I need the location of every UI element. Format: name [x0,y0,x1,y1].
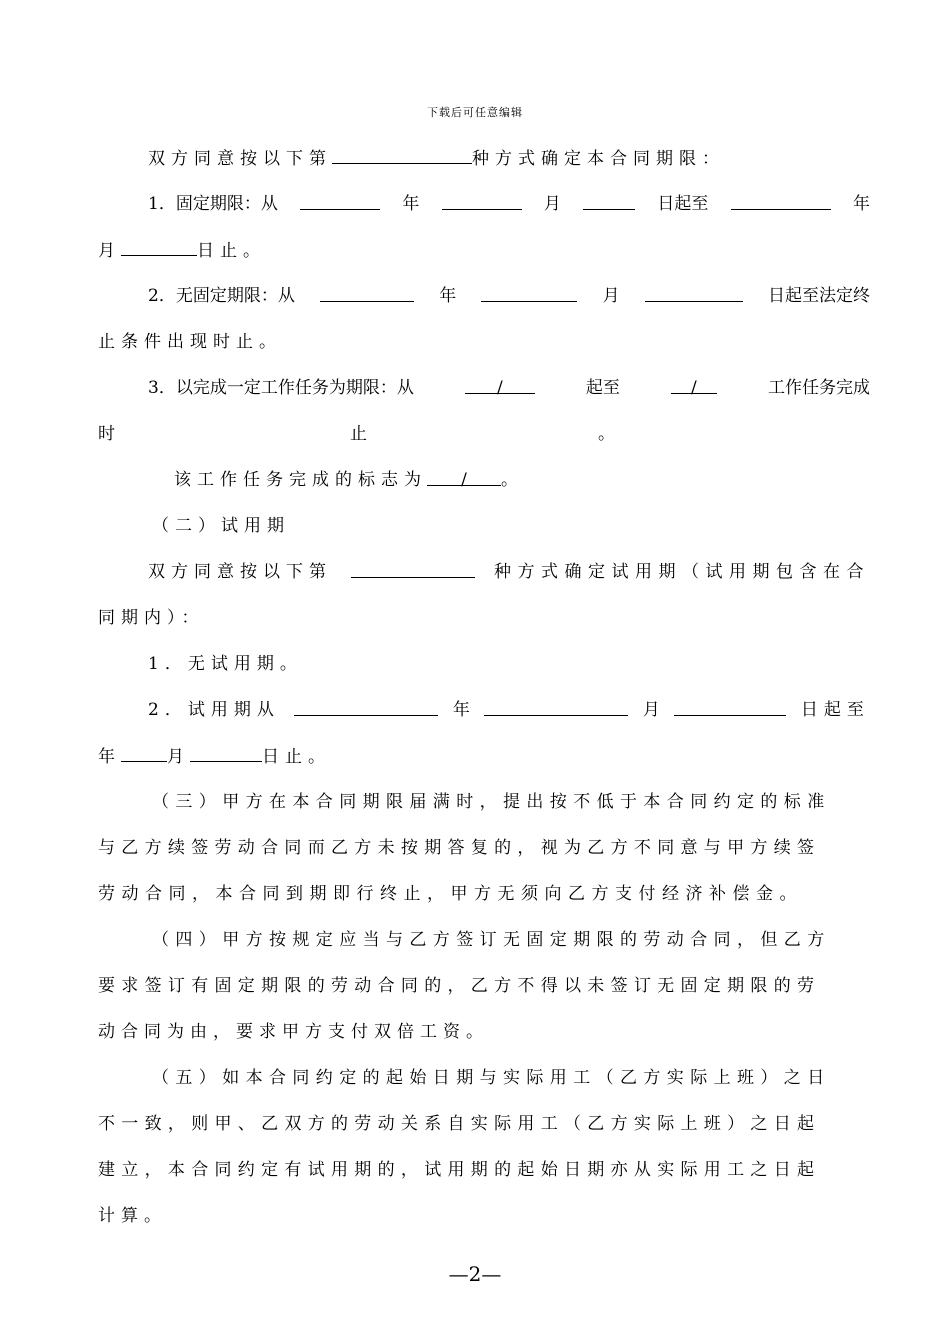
task-flag-line: 该工作任务完成的标志为 / 。 [174,465,870,495]
clause-3-line-2: 与乙方续签劳动合同而乙方未按期答复的，视为乙方不同意与甲方续签 [98,838,821,858]
term-method-blank [332,143,472,164]
probation-option-1: 1．无试用期。 [148,654,303,674]
open-start-day-blank [645,281,743,302]
probation-start-year-blank [294,695,438,716]
clause-5-line-1: （五）如本合同约定的起始日期与实际用工（乙方实际上班）之日 [152,1068,831,1088]
page-header: 下载后可任意编辑 [427,106,523,119]
probation-start-month-blank [484,695,628,716]
clause-5-line-4: 计算。 [98,1206,167,1226]
task-term-line: 3．以完成一定工作任务为期限：从 / 起至 / 工作任务完成 [148,373,870,403]
page-number: —2— [448,1262,502,1286]
task-flag-blank: / [427,465,501,486]
fixed-start-day-blank [583,189,635,210]
probation-method-blank [351,557,475,578]
open-term-line-2: 止条件出现时止。 [98,332,282,352]
probation-intro-line: 双方同意按以下第 种方式确定试用期（试用期包含在合 [148,557,870,587]
fixed-start-month-blank [442,189,522,210]
probation-intro-line-2: 同期内）： [98,608,205,628]
clause-3-line-1: （三）甲方在本合同期限届满时，提出按不低于本合同约定的标准 [152,792,831,812]
open-term-line: 2．无固定期限：从 年 月 日起至法定终 [148,281,870,311]
clause-4-line-2: 要求签订有固定期限的劳动合同的，乙方不得以未签订无固定期限的劳 [98,976,821,996]
clause-3-line-3: 劳动合同，本合同到期即行终止，甲方无须向乙方支付经济补偿金。 [98,884,803,904]
clause-4-line-3: 动合同为由，要求甲方支付双倍工资。 [98,1022,489,1042]
clause-5-line-3: 建立，本合同约定有试用期的，试用期的起始日期亦从实际用工之日起 [98,1160,821,1180]
fixed-end-year-blank [731,189,831,210]
fixed-term-line: 1．固定期限：从 年 月 日起至 年 [148,189,870,219]
task-start-blank: / [465,373,535,394]
probation-end-day-blank [190,741,262,762]
fixed-term-line-2: 月 日止。 [98,235,870,265]
probation-option-2-line-2: 年 月 日止。 [98,741,870,771]
open-start-year-blank [320,281,414,302]
probation-start-day-blank [674,695,786,716]
open-start-month-blank [481,281,577,302]
task-end-blank: / [671,373,717,394]
probation-option-2-line: 2．试用期从 年 月 日起至 [148,695,870,725]
probation-heading: （二）试用期 [152,516,290,536]
term-intro-line: 双方同意按以下第 种方式确定本合同期限： [148,143,870,173]
clause-4-line-1: （四）甲方按规定应当与乙方签订无固定期限的劳动合同，但乙方 [152,930,831,950]
probation-end-month-blank [121,741,167,762]
fixed-start-year-blank [300,189,380,210]
task-term-line-2: 时 止 。 [98,424,621,444]
clause-5-line-2: 不一致，则甲、乙双方的劳动关系自实际用工（乙方实际上班）之日起 [98,1114,821,1134]
fixed-end-day-blank [121,235,197,256]
